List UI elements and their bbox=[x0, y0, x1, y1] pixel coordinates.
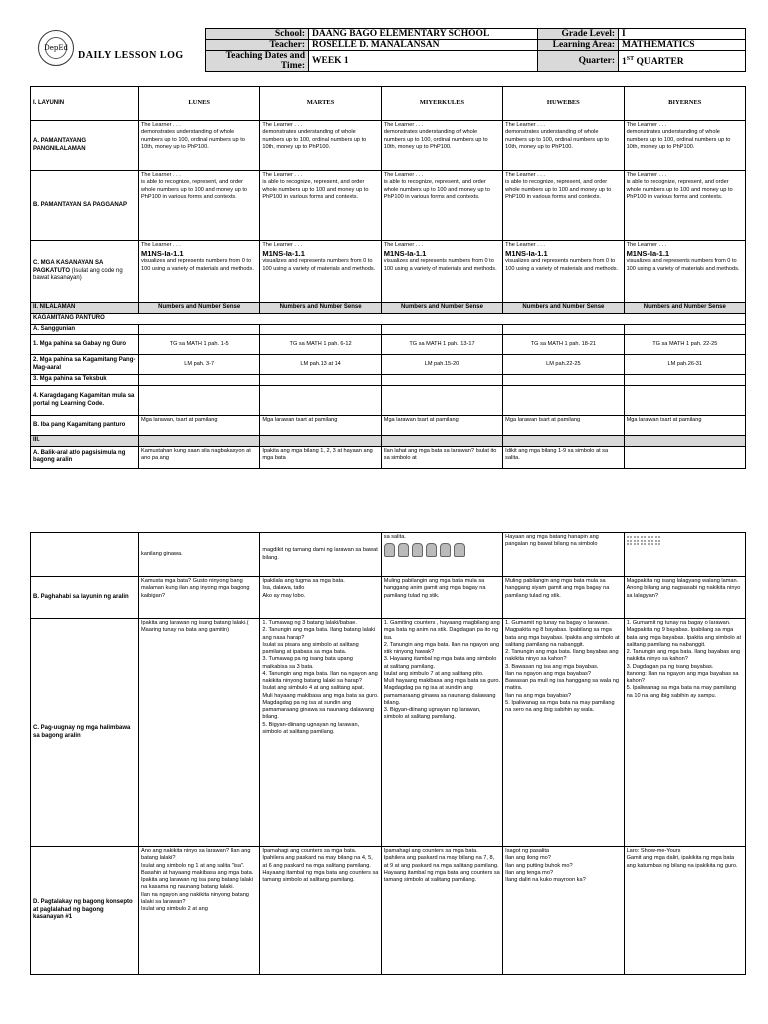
learning-area-value: MATHEMATICS bbox=[619, 40, 746, 51]
cell-intro: The Learner . . . bbox=[383, 242, 424, 248]
quarter-label: Quarter: bbox=[538, 51, 619, 72]
table-cell: LM pah.22-25 bbox=[503, 355, 624, 375]
table-cell: TG sa MATH 1 pah. 22-25 bbox=[624, 335, 745, 355]
table-row bbox=[31, 577, 746, 619]
table-cell: TG sa MATH 1 pah. 18-21 bbox=[503, 335, 624, 355]
competency-code: M1NS-Ia-1.1 bbox=[141, 249, 184, 259]
row-label-text: C. MGA KASANAYAN SA PAGKATUTO bbox=[33, 259, 104, 274]
table-cell: Mga larawan tsart at pamilang bbox=[624, 416, 745, 436]
lesson-log-table-page1 bbox=[30, 86, 746, 469]
table-cell bbox=[624, 533, 745, 577]
row-label: 3. Mga pahina sa Teksbuk bbox=[31, 375, 139, 386]
competency-code: M1NS-Ia-1.1 bbox=[383, 249, 427, 259]
table-cell: The Learner . . . is able to recognize, represent, and order whole numbers up to 100 and money up to PhP100 in various forms and contexts. bbox=[139, 171, 260, 241]
competency-code: M1NS-Ia-1.1 bbox=[505, 249, 548, 259]
table-cell: Muling pabilangin ang mga bata mula sa hanggang siyam gamit ang mga bagay na pamilang tulad ng stik. bbox=[503, 577, 624, 619]
table-row bbox=[31, 335, 746, 355]
table-cell: The Learner . . . is able to recognize, represent, and order whole numbers up to 100 and money up to PhP100 in various forms and contexts. bbox=[381, 171, 502, 241]
row-label: A. PAMANTAYANG PANGNILALAMAN bbox=[31, 121, 139, 171]
day-header: BIYERNES bbox=[624, 87, 745, 121]
table-cell: kanilang ginawa. bbox=[139, 533, 260, 577]
table-cell: Ipamahagi ang counters sa mga bata. Ipahilera ang paskard na may bilang na 4, 5, at 6 ang paskard na mga salitang pamilang. Hayaang itambal ng mga bata ang counters sa tamang simbolo at salitang pamilang. bbox=[260, 847, 381, 975]
cell-intro: The Learner . . . bbox=[262, 242, 303, 248]
row-label bbox=[31, 533, 139, 577]
grade-label: Grade Level: bbox=[538, 29, 619, 40]
section-row bbox=[31, 303, 746, 314]
header-info-table bbox=[205, 28, 746, 72]
table-cell: LM pah.15-20 bbox=[381, 355, 502, 375]
table-cell bbox=[381, 533, 502, 577]
table-cell: Mga larawan tsart at pamilang bbox=[381, 416, 502, 436]
day-header: HUWEBES bbox=[503, 87, 624, 121]
table-cell: 1. Gumamit ng tunay na bagay o larawan. Magpakita ng 9 bayabas. Ipabilang sa mga bata ang mga bayabas. Ipakita ang simbolo at salitang pamilang na nabanggit. 2. Tanungin ang mga bata. Ilang bayabas ang nakikita ninyo sa kahon? 3. Dagdagan pa ng isang bayabas. Itanong: Ilan na ngayon ang mga bayabas sa kahon? 5. Ipaliwanag sa mga bata na may pamilang na 10 na ang ibig sabihin ay sampu. bbox=[624, 619, 745, 847]
table-row bbox=[31, 375, 746, 386]
table-cell: magdikit ng tamang dami ng larawan sa bawat bilang. bbox=[260, 533, 381, 577]
table-row bbox=[31, 386, 746, 416]
counters-illustration-icon bbox=[627, 536, 743, 545]
table-row bbox=[31, 324, 746, 335]
document-title: DAILY LESSON LOG bbox=[78, 50, 184, 61]
row-label: 2. Mga pahina sa Kagamitang Pang-Mag-aaral bbox=[31, 355, 139, 375]
table-cell: Kamusta mga bata? Gusto ninyong bang malaman kung ilan ang inyong mga bagong kaibigan? bbox=[139, 577, 260, 619]
table-cell: Ipakita ang larawan ng isang batang lalaki.( Maaring tunay na bata ang gamitin) bbox=[139, 619, 260, 847]
table-cell: The Learner . . . demonstrates understanding of whole numbers up to 100, ordinal numbers up to 10th, money up to PhP100. bbox=[503, 121, 624, 171]
cell-intro: The Learner . . . bbox=[141, 242, 181, 248]
table-cell: The Learner . . . demonstrates understanding of whole numbers up to 100, ordinal numbers up to 10th, money up to PhP100. bbox=[381, 121, 502, 171]
table-cell: LM pah.26-31 bbox=[624, 355, 745, 375]
table-cell: Magpakita ng isang lalagyang walang laman. Anong bilang ang nagsasabi ng nakikita ninyo sa lalagyan? bbox=[624, 577, 745, 619]
content-cell: Numbers and Number Sense bbox=[624, 303, 745, 314]
deped-seal-icon bbox=[38, 30, 74, 66]
table-row bbox=[31, 121, 746, 171]
row-label: C. Pag-uugnay ng mga halimbawa sa bagong aralin bbox=[31, 619, 139, 847]
row-label: A. Balik-aral at/o pagsisimula ng bagong aralin bbox=[31, 446, 139, 468]
row-label: D. Pagtalakay ng bagong konsepto at paglalahad ng bagong kasanayan #1 bbox=[31, 847, 139, 975]
table-cell: 1. Gumamit ng tunay na bagay o larawan. Magpakita ng 8 bayabas. Ipabilang sa mga bata ang mga bayabas. Ipakita ang simbolo at salitang pamilang na nabanggit. 2. Tanungin ang mga bata. Ilang bayabas ang nakikita ninyo sa kahon? 3. Bawasan ng isa ang mga bayabas. Ilan na ngayon ang mga bayabas? Bawasan pa muli ng isa hanggang sa wala ng matira. Ilan na ang mga bayabas? 5. Ipaliwanag sa mga bata na may pamilang na sero na ang ibig sabihin ay wala. bbox=[503, 619, 624, 847]
table-cell: Ipamahagi ang counters sa mga bata. Ipahilera ang paskard na may bilang na 7, 8, at 9 at ang paskard na mga salitang pamilang. Hayaang itambal ng mga bata ang counters sa tamang simbolo at salitang pamilang. bbox=[381, 847, 502, 975]
row-label: 4. Karagdagang Kagamitan mula sa portal ng Learning Code. bbox=[31, 386, 139, 416]
page-gap bbox=[0, 490, 768, 505]
table-row bbox=[31, 355, 746, 375]
quarter-word: QUARTER bbox=[636, 57, 684, 68]
section-iii: III. bbox=[31, 436, 139, 447]
section-row bbox=[31, 436, 746, 447]
day-header: MARTES bbox=[260, 87, 381, 121]
table-cell: Ipakita ang mga bilang 1, 2, 3 at hayaan ang mga bata bbox=[260, 446, 381, 468]
table-row bbox=[31, 416, 746, 436]
lesson-log-table-page2 bbox=[30, 532, 746, 975]
cell-text: sa salita. bbox=[383, 534, 406, 540]
table-cell: The Learner . . . demonstrates understanding of whole numbers up to 100, ordinal numbers up to 10th, money up to PhP100. bbox=[139, 121, 260, 171]
dates-label: Teaching Dates and Time: bbox=[206, 51, 309, 72]
table-cell: Mga larawan tsart at pamilang bbox=[260, 416, 381, 436]
table-row bbox=[31, 241, 746, 303]
competency-code: M1NS-Ia-1.1 bbox=[626, 249, 670, 259]
school-label: School: bbox=[206, 29, 309, 40]
table-cell: Ipakilala ang tugma sa mga bata. Isa, dalawa, tatlo Ako ay may lobo. bbox=[260, 577, 381, 619]
cell-text: visualizes and represents numbers from 0 to 100 using a variety of materials and methods. bbox=[141, 258, 254, 272]
page-two bbox=[0, 505, 768, 1024]
table-cell: TG sa MATH 1 pah. 13-17 bbox=[381, 335, 502, 355]
table-cell: Idikit ang mga bilang 1-9 sa simbolo at sa salita. bbox=[503, 446, 624, 468]
cell-text: visualizes and represents numbers from 0 to 100 using a variety of materials and methods. bbox=[383, 258, 497, 272]
table-cell: LM pah.13 at 14 bbox=[260, 355, 381, 375]
table-cell bbox=[503, 241, 624, 303]
table-cell: The Learner . . . is able to recognize, represent, and order whole numbers up to 100 and money up to PhP100 in various forms and contexts. bbox=[503, 171, 624, 241]
cell-intro: The Learner . . . bbox=[626, 242, 667, 248]
table-cell bbox=[624, 446, 745, 468]
seal-text: DepEd bbox=[45, 37, 67, 59]
table-cell: 1. Tumawag ng 3 batang lalaki/babae. 2. Tanungin ang mga bata. Ilang batang lalaki ang nasa harap? Isulat sa pisara ang simbolo at salitang pamilang at ipabasa sa mga bata. 3. Tumawag pa ng isang bata upang maikabisa sa 3 bata. 4. Tanungin ang mga bata. Ilan na ngayon ang nakikita ninyong batang lalaki sa harap? Isulat ang simbulo 4 at ang salitang apat. Muli hayaang makibasa ang mga bata sa guro. Magdagdag pa ng isa at sundin ang pamamaraang ginawa sa naunang dalawang bilang. 5. Bigyan-diinang ugnayan ng larawan, simbolo at salitang pamilang. bbox=[260, 619, 381, 847]
section-nilalaman: II. NILALAMAN bbox=[31, 303, 139, 314]
teacher-value: ROSELLE D. MANALANSAN bbox=[309, 40, 538, 51]
quarter-number: 1 bbox=[622, 57, 627, 68]
row-label bbox=[31, 241, 139, 303]
section-layunin: I. LAYUNIN bbox=[31, 87, 139, 121]
content-cell: Numbers and Number Sense bbox=[503, 303, 624, 314]
school-value: DAANG BAGO ELEMENTARY SCHOOL bbox=[309, 29, 538, 40]
week-value: WEEK 1 bbox=[309, 51, 538, 72]
table-cell: The Learner . . . is able to recognize, represent, and order whole numbers up to 100 and money up to PhP100 in various forms and contexts. bbox=[624, 171, 745, 241]
table-header-row bbox=[31, 87, 746, 121]
table-cell bbox=[260, 241, 381, 303]
row-label: 1. Mga pahina sa Gabay ng Guro bbox=[31, 335, 139, 355]
table-row bbox=[31, 171, 746, 241]
table-cell: 1. Gamiting counters , hayaang magbilang ang mga bata ng anim na stik. Dagdagan pa ito ng isa. 2. Tanungin ang mga bata. Ilan na ngayon ang stik ninyong hawak? 3. Hayaang itambal ng mga bata ang simbolo at salitang pamilang. Isulat ang simbulo 7 at ang salitang pito. Muli hayaang makibasa ang mga bata sa guro. Magdagdag pa ng isa at sundin ang pamamaraang ginawa sa naunang dalawang bilang. 3. Bigyan-diinang ugnayan ng larawan, simbolo at salitang pamilang. bbox=[381, 619, 502, 847]
table-cell: LM pah. 3-7 bbox=[139, 355, 260, 375]
table-cell: The Learner . . . is able to recognize, represent, and order whole numbers up to 100 and money up to PhP100 in various forms and contexts. bbox=[260, 171, 381, 241]
table-cell: The Learner . . . demonstrates understanding of whole numbers up to 100, ordinal numbers up to 10th, money up to PhP100. bbox=[624, 121, 745, 171]
table-cell: Muling pabilangin ang mga bata mula sa hanggang anim gamit ang mga bagay na pamilang tulad ng stik. bbox=[381, 577, 502, 619]
table-cell bbox=[624, 241, 745, 303]
content-cell: Numbers and Number Sense bbox=[139, 303, 260, 314]
content-cell: Numbers and Number Sense bbox=[381, 303, 502, 314]
row-label-note: (Isulat ang code ng bawat kasanayan) bbox=[33, 267, 123, 282]
table-cell: TG sa MATH 1 pah. 6-12 bbox=[260, 335, 381, 355]
sanggunian-heading: A. Sanggunian bbox=[31, 324, 139, 335]
table-row bbox=[31, 533, 746, 577]
table-cell: Ilan lahat ang mga bata sa larawan? Isulat ito sa simbolo at bbox=[381, 446, 502, 468]
row-label: B. Iba pang Kagamitang panturo bbox=[31, 416, 139, 436]
table-cell: TG sa MATH 1 pah. 1-5 bbox=[139, 335, 260, 355]
cell-intro: The Learner . . . bbox=[505, 242, 545, 248]
kagamitan-heading: KAGAMITANG PANTURO bbox=[31, 313, 746, 324]
table-cell: The Learner . . . demonstrates understanding of whole numbers up to 100, ordinal numbers up to 10th, money up to PhP100. bbox=[260, 121, 381, 171]
teacher-label: Teacher: bbox=[206, 40, 309, 51]
table-row bbox=[31, 446, 746, 468]
row-label: B. Paghahabi sa layunin ng aralin bbox=[31, 577, 139, 619]
table-cell bbox=[381, 241, 502, 303]
day-header: MIYERKULES bbox=[381, 87, 502, 121]
table-cell: Mga larawan, tsart at pamilang bbox=[139, 416, 260, 436]
cell-text: visualizes and represents numbers from 0 to 100 using a variety of materials and methods. bbox=[262, 258, 376, 272]
table-cell: Mga larawan tsart at pamilang bbox=[503, 416, 624, 436]
table-cell bbox=[139, 241, 260, 303]
children-illustration-icon bbox=[384, 543, 500, 557]
table-cell: Laro: Show-me-Yours Gamit ang mga daliri, ipakikita ng mga bata ang katumbas ng bilang na ipakikita ng guro. bbox=[624, 847, 745, 975]
row-label: B. PAMANTAYAN SA PAGGANAP bbox=[31, 171, 139, 241]
table-cell: Isagot ng pasalita Ilan ang ilong mo? Ilan ang putting buhok mo? Ilan ang tenga mo? Ilang daliri na kuko mayroon ka? bbox=[503, 847, 624, 975]
table-cell: Kamustahan kung saan sila nagbakasyon at ano pa ang bbox=[139, 446, 260, 468]
quarter-value bbox=[619, 51, 746, 72]
grade-value: I bbox=[619, 29, 746, 40]
table-row bbox=[31, 619, 746, 847]
quarter-suffix: ST bbox=[626, 56, 635, 63]
cell-text: visualizes and represents numbers from 0 to 100 using a variety of materials and methods. bbox=[505, 258, 619, 272]
day-header: LUNES bbox=[139, 87, 260, 121]
table-row bbox=[31, 313, 746, 324]
learning-area-label: Learning Area: bbox=[538, 40, 619, 51]
table-cell: Ano ang nakikita ninyo sa larawan? Ilan ang batang lalaki? Isulat ang simbolo ng 1 at ang salita "isa". Basahin at hayaang makibasa ang mga bata. Ipakita ang larawan ng isa pang batang lalaki na kasama ng naunang batang lalaki. Ilan na ngayon ang nakikita ninyong batang lalaki sa larawan? Isulat ang simbulo 2 at ang bbox=[139, 847, 260, 975]
content-cell: Numbers and Number Sense bbox=[260, 303, 381, 314]
cell-text: visualizes and represents numbers from 0 to 100 using a variety of materials and methods. bbox=[626, 258, 740, 272]
table-cell: Hayaan ang mga batang hanapin ang pangalan ng bawat bilang na simbolo bbox=[503, 533, 624, 577]
page-one bbox=[0, 0, 768, 490]
table-row bbox=[31, 847, 746, 975]
competency-code: M1NS-Ia-1.1 bbox=[262, 249, 305, 259]
